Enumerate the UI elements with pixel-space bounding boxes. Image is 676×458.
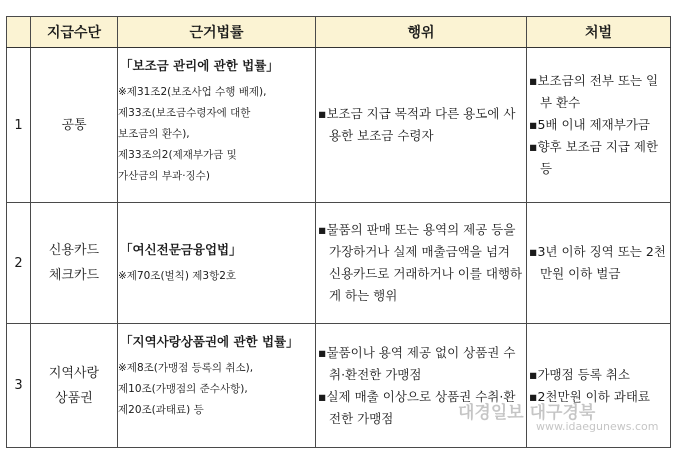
means-line: 상품권 [55, 390, 93, 406]
row-number: 3 [7, 324, 31, 448]
act-cell [316, 203, 527, 324]
act-item: ▪보조금 지급 목적과 다른 용도에 사용한 보조금 수령자 [318, 106, 516, 143]
act-item: ▪실제 매출 이상으로 상품권 수취·환전한 가맹점 [318, 388, 516, 426]
header-law: 근거법률 [118, 17, 316, 48]
means-line: 체크카드 [48, 268, 100, 283]
act-cell [316, 324, 527, 448]
law-note: 가산금의 부과·징수) [118, 170, 210, 182]
penalty-cell [527, 48, 671, 203]
table-row [7, 203, 671, 324]
law-note: 제33조의2(제재부가금 및 [118, 149, 237, 161]
penalty-item: ▪5배 이내 제재부가금 [529, 117, 650, 132]
law-note: ※제31조2(보조사업 수행 배제), [118, 86, 267, 98]
watermark: 대경일보 대구경북 [458, 403, 596, 423]
act-item: ▪물품이나 용역 제공 없이 상품권 수취·환전한 가맹점 [318, 344, 516, 382]
act-item: ▪물품의 판매 또는 용역의 제공 등을 가장하거나 실제 매출금액을 넘겨 신용카드로 거래하거나 이를 대행하게 하는 행위 [318, 222, 523, 303]
means-line: 신용카드 [48, 243, 100, 258]
law-title: 「지역사랑상품권에 관한 법률」 [120, 334, 299, 349]
row-number: 2 [7, 203, 31, 324]
penalty-item: ▪보조금의 전부 또는 일부 환수 [529, 73, 659, 110]
penalty-cell [527, 203, 671, 324]
penalty-item: ▪가맹점 등록 취소 [529, 366, 630, 382]
law-note: 제33조(보조금수령자에 대한 [118, 107, 251, 119]
law-note: 제10조(가맹점의 준수사항), [118, 383, 248, 395]
payment-means [31, 48, 118, 203]
law-note: ※제8조(가맹점 등록의 취소), [118, 362, 254, 374]
payment-means [31, 203, 118, 324]
law-note: ※제70조(벌칙) 제3항2호 [118, 269, 237, 282]
legal-basis [118, 48, 316, 203]
header-penalty: 처벌 [527, 17, 671, 48]
row-number: 1 [7, 48, 31, 203]
penalty-item: ▪3년 이하 징역 또는 2천만원 이하 벌금 [529, 244, 666, 281]
header-means: 지급수단 [31, 17, 118, 48]
header-blank [7, 17, 31, 48]
penalty-item: ▪향후 보조금 지급 제한 등 [529, 139, 659, 176]
law-title: 「여신전문금융업법」 [120, 241, 242, 257]
law-note: 제20조(과태료) 등 [118, 404, 204, 416]
penalty-item: ▪2천만원 이하 과태료 [529, 388, 650, 404]
legal-basis [118, 324, 316, 448]
means-line: 지역사랑 [48, 365, 100, 381]
header-row [7, 17, 671, 48]
law-title: 「보조금 관리에 관한 법률」 [120, 58, 279, 73]
means-line: 공통 [61, 117, 87, 133]
legal-basis [118, 203, 316, 324]
payment-means [31, 324, 118, 448]
law-note: 보조금의 환수), [118, 128, 190, 140]
penalty-table [6, 16, 671, 448]
header-act: 행위 [316, 17, 527, 48]
table-row [7, 48, 671, 203]
watermark-url: www.idaegunews.com [536, 420, 659, 433]
act-cell [316, 48, 527, 203]
